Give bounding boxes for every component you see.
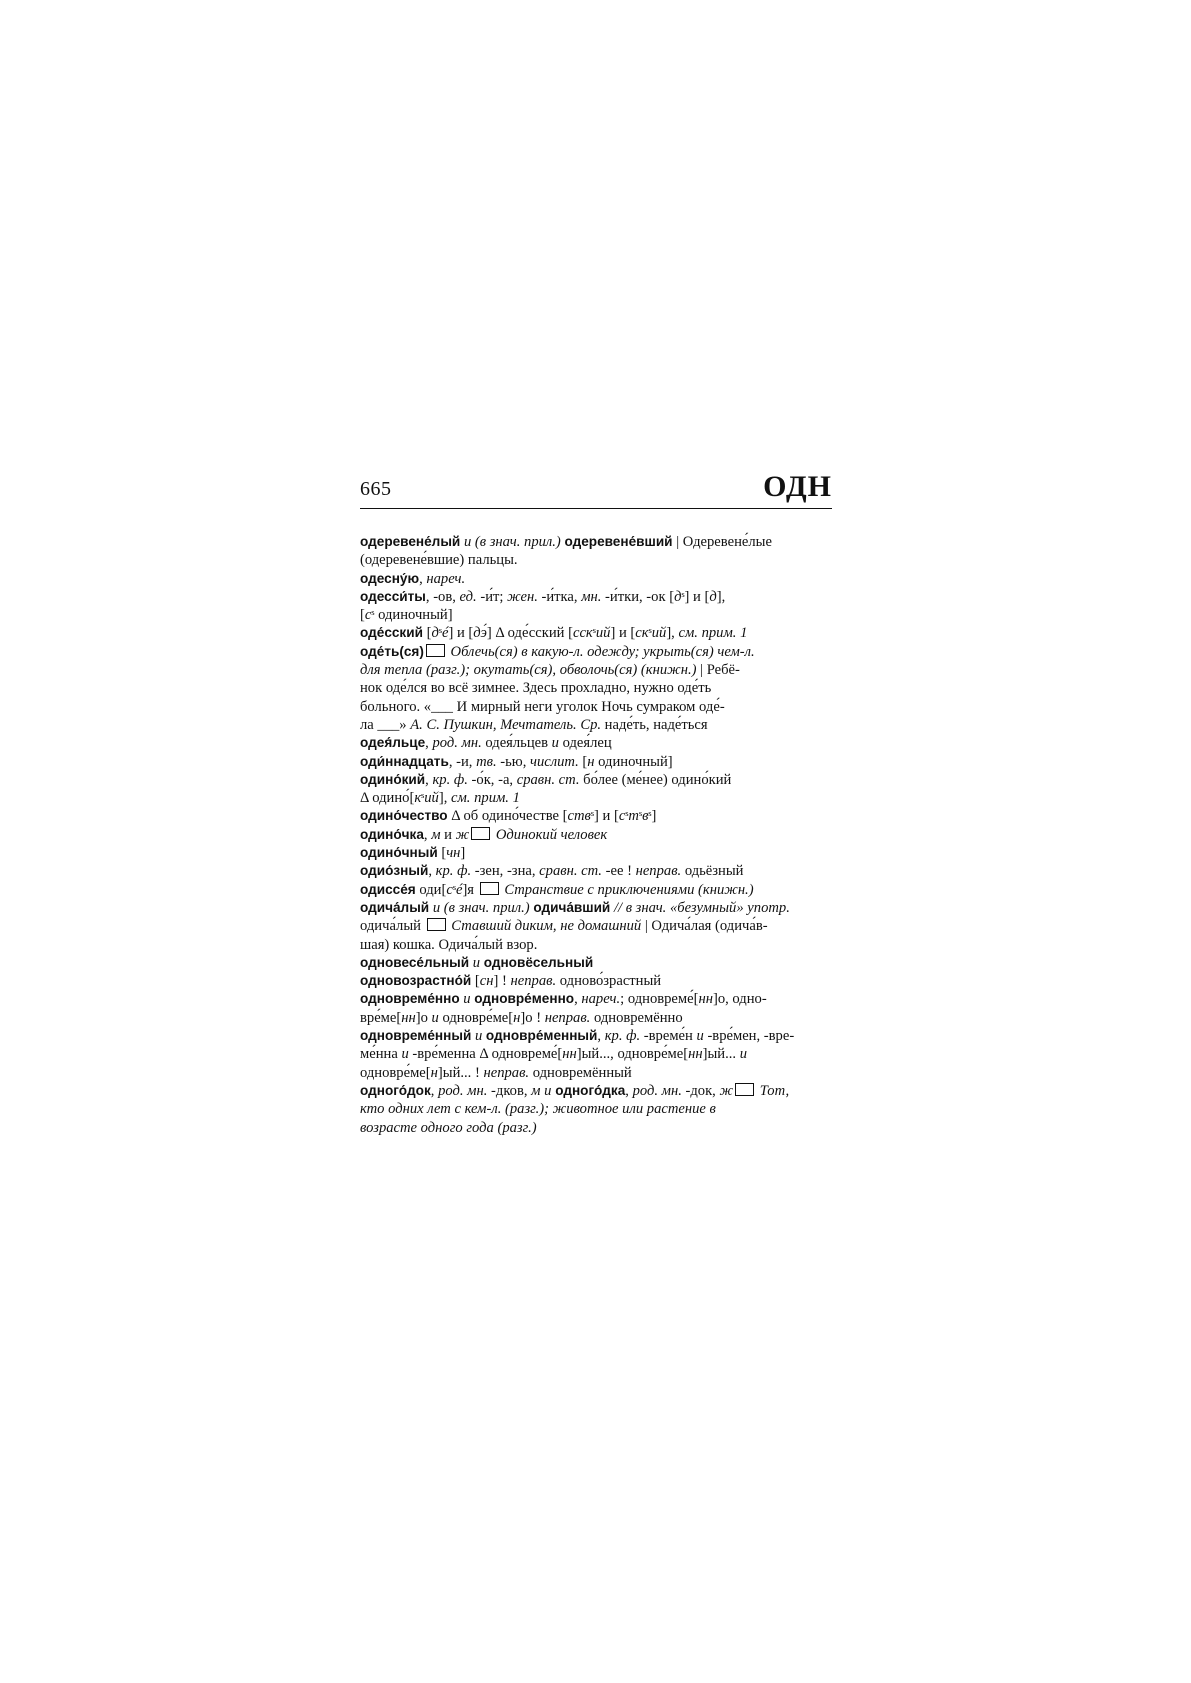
dictionary-entry	[360, 1027, 832, 1082]
entry-text: -и́тки, -ок [	[601, 588, 675, 605]
headword: одновозрастно́й	[360, 973, 472, 989]
page-number: 665	[360, 478, 392, 500]
entry-line	[360, 624, 832, 642]
entry-line	[360, 1045, 832, 1063]
italic-note: ж	[455, 826, 470, 843]
entry-line	[360, 1100, 832, 1118]
italic-note: с	[618, 808, 626, 825]
entry-text: одича́лый	[360, 918, 425, 935]
headword: оде́ть(ся)	[360, 643, 424, 659]
entry-line	[360, 899, 832, 917]
italic-note: нн	[401, 1009, 416, 1026]
entry-text: , -ов,	[425, 588, 460, 605]
dictionary-entries	[360, 533, 832, 1137]
entry-line	[360, 1064, 832, 1082]
entry-text: [	[360, 607, 365, 624]
entry-text: ,	[425, 735, 433, 752]
entry-line	[360, 807, 832, 825]
entry-text: одьёзный	[681, 863, 744, 880]
entry-text: ˢ	[592, 625, 596, 642]
italic-note: и	[471, 1028, 486, 1045]
entry-text: ˢ] и [	[590, 808, 619, 825]
italic-note: и (в знач. прил.)	[429, 899, 534, 916]
entry-line	[360, 716, 832, 734]
italic-note: ий	[651, 625, 667, 642]
italic-note: род. мн.	[438, 1082, 488, 1099]
italic-note: и	[696, 1028, 704, 1045]
entry-text: ,	[430, 1082, 439, 1099]
italic-note: сн	[479, 973, 494, 990]
italic-note: ств	[567, 808, 591, 825]
headword: одного́дка	[551, 1082, 626, 1098]
italic-note: дэ́	[473, 625, 487, 642]
italic-note: нареч.	[426, 570, 466, 587]
italic-note: н	[430, 1064, 438, 1081]
headword: одновёсельный	[483, 954, 594, 970]
italic-note: é	[441, 625, 449, 642]
entry-text: и	[440, 826, 456, 843]
entry-text: -дков,	[487, 1082, 532, 1099]
entry-text: -и́тка,	[537, 588, 582, 605]
entry-line	[360, 734, 832, 752]
headword: одея́льце	[360, 735, 426, 751]
italic-note: и (в знач. прил.)	[460, 534, 565, 550]
entry-text: одея́лец	[558, 735, 612, 752]
headword: одича́вший	[533, 899, 611, 915]
entry-text: ] и [	[448, 625, 474, 642]
entry-line	[360, 936, 832, 954]
headword: одиссе́я	[360, 881, 416, 897]
entry-text: ла ___»	[360, 716, 411, 733]
italic-note: и	[551, 735, 559, 752]
entry-text: ,	[423, 826, 432, 843]
italic-note: сравн. ст.	[539, 863, 602, 880]
italic-note: кр. ф.	[604, 1028, 641, 1045]
entry-text: ],	[666, 625, 679, 642]
entry-text: ˢ	[625, 808, 629, 825]
entry-text: ˢ	[648, 625, 652, 642]
entry-text: ˢ] и [	[681, 588, 710, 605]
entry-text: -ее !	[601, 863, 636, 880]
italic-note: кр. ф.	[432, 771, 468, 788]
headword: одеревене́вший	[564, 534, 673, 549]
italic-note: ий	[424, 790, 439, 807]
entry-text: ],	[716, 588, 726, 605]
entry-text: [	[437, 845, 447, 862]
entry-text: ]ый..., одновре́ме[	[576, 1046, 689, 1063]
headword: одновре́менный	[485, 1028, 598, 1044]
dictionary-entry	[360, 753, 832, 771]
italic-note: для тепла (разг.); окутать(ся), обволочь(ся) (книжн.)	[360, 662, 697, 679]
entry-text: одея́льцев	[481, 735, 552, 752]
entry-text: шая) кошка. Одича́лый взор.	[360, 936, 538, 953]
italic-note: é	[455, 881, 463, 898]
headword: одича́лый	[360, 899, 430, 915]
italic-note: нн	[562, 1046, 577, 1063]
italic-note: см. прим. 1	[451, 790, 520, 807]
entry-line	[360, 826, 832, 844]
italic-note: возрасте одного года (разг.)	[360, 1119, 537, 1136]
entry-text: ]ый...	[702, 1046, 740, 1063]
italic-note: см. прим. 1	[678, 625, 748, 642]
entry-line	[360, 881, 832, 899]
entry-text: -док,	[681, 1082, 720, 1099]
italic-note: тв.	[476, 753, 497, 770]
italic-note: н	[587, 753, 595, 770]
entry-line	[360, 570, 832, 588]
entry-text: ]о	[415, 1009, 432, 1026]
headword: одино́кий	[360, 771, 426, 787]
entry-text: -вре́менна Δ одновреме́[	[408, 1046, 563, 1063]
italic-note: чн	[446, 845, 461, 862]
headword: одновреме́нно	[360, 991, 460, 1007]
entry-text: ,	[597, 1028, 605, 1045]
dictionary-entry	[360, 643, 832, 734]
entry-text: ; одновреме́[	[620, 991, 699, 1008]
headword: одновре́менно	[474, 991, 575, 1007]
definition-box-icon	[426, 644, 445, 657]
italic-note: кто одних лет с кем-л. (разг.); животное или растение в	[360, 1101, 716, 1118]
entry-line	[360, 1119, 832, 1137]
entry-text: ]ый... !	[437, 1064, 484, 1081]
italic-note: кр. ф.	[435, 863, 472, 880]
entry-text: -вре́мен, -вре-	[703, 1028, 795, 1045]
italic-note: сск	[572, 625, 593, 642]
entry-text: ,	[419, 570, 427, 587]
entry-line	[360, 954, 832, 972]
entry-text: [	[578, 753, 588, 770]
entry-line	[360, 698, 832, 716]
entry-text: ,	[625, 1082, 633, 1099]
italic-note: д	[674, 588, 682, 605]
entry-text: -о́к, -а,	[467, 771, 517, 788]
dictionary-entry	[360, 990, 832, 1027]
entry-line	[360, 533, 832, 551]
italic-note: к	[414, 790, 422, 807]
entry-line	[360, 771, 832, 789]
headword: одесну́ю	[360, 570, 420, 586]
italic-note: нн	[688, 1046, 703, 1063]
dictionary-entry	[360, 624, 832, 642]
italic-note: и	[431, 1009, 439, 1026]
entry-text: ,	[428, 863, 436, 880]
headword: одесси́ты	[360, 588, 426, 604]
entry-text: [	[422, 625, 432, 642]
entry-text: ] и [	[610, 625, 636, 642]
italic-note: // в знач. «безумный» употр.	[610, 899, 790, 916]
headword: одного́док	[360, 1082, 431, 1098]
italic-note: нареч.	[581, 991, 621, 1008]
entry-line	[360, 551, 832, 569]
entry-line	[360, 588, 832, 606]
dictionary-entry	[360, 972, 832, 990]
italic-note: неправ.	[510, 973, 557, 990]
headword: одио́зный	[360, 863, 429, 879]
dictionary-entry	[360, 588, 832, 625]
italic-note: с	[364, 607, 372, 624]
entry-line	[360, 753, 832, 771]
italic-note: ж	[719, 1082, 734, 1099]
italic-note: и	[739, 1046, 747, 1063]
headword: одино́чный	[360, 845, 438, 861]
dictionary-entry	[360, 881, 832, 899]
italic-note: род. мн.	[432, 735, 482, 752]
italic-note: ий	[595, 625, 611, 642]
italic-note: неправ.	[483, 1064, 530, 1081]
running-head: ОДН	[763, 470, 832, 503]
entry-line	[360, 661, 832, 679]
italic-note: и	[401, 1046, 409, 1063]
italic-note: м и	[531, 1082, 552, 1099]
headword: одино́чка	[360, 826, 424, 842]
entry-text: Δ одино́[	[360, 790, 415, 807]
entry-text: одново́зрастный	[556, 973, 662, 990]
italic-note: Тот,	[756, 1082, 790, 1099]
entry-text: ˢ]	[648, 808, 657, 825]
entry-text: вре́ме[	[360, 1009, 402, 1026]
entry-text: [	[471, 973, 480, 990]
entry-text: ˢ	[438, 625, 442, 642]
entry-line	[360, 990, 832, 1008]
headword: одино́чество	[360, 808, 448, 824]
entry-text: больного. «___ И мирный неги уголок Ночь сумраком оде́-	[360, 698, 725, 715]
dictionary-entry	[360, 570, 832, 588]
entry-text: | Одича́лая (одича́в-	[641, 918, 768, 935]
italic-note: ед.	[459, 588, 477, 605]
definition-box-icon	[471, 827, 490, 840]
italic-note: д	[431, 625, 439, 642]
definition-box-icon	[735, 1083, 754, 1096]
entry-text: ˢ одиночный]	[371, 607, 453, 624]
entry-text: наде́ть, наде́ться	[601, 716, 708, 733]
italic-note: Облечь(ся) в какую-л. одежду; укрыть(ся) чем-л.	[446, 643, 755, 660]
italic-note: д	[709, 588, 717, 605]
entry-text: нок оде́лся во всё зимнее. Здесь прохладно, нужно оде́ть	[360, 680, 712, 697]
entry-text: Δ об одино́честве [	[447, 808, 568, 825]
headword: одновесе́льный	[360, 954, 470, 970]
entry-text: -време́н	[640, 1028, 697, 1045]
italic-note: и	[469, 954, 484, 971]
dictionary-entry	[360, 771, 832, 808]
page-header	[360, 470, 832, 509]
italic-note: род. мн.	[632, 1082, 682, 1099]
entry-text: ],	[438, 790, 452, 807]
entry-text: ˢ	[421, 790, 425, 807]
entry-line	[360, 1027, 832, 1045]
entry-line	[360, 1082, 832, 1100]
entry-text: ме́нна	[360, 1046, 402, 1063]
entry-line	[360, 917, 832, 935]
italic-note: жен.	[507, 588, 538, 605]
entry-text: бо́лее (ме́нее) одино́кий	[579, 771, 732, 788]
entry-text: (одеревене́вшие) пальцы.	[360, 552, 518, 569]
italic-note: с	[446, 881, 453, 898]
definition-box-icon	[480, 882, 499, 895]
entry-text: одновре́ме[	[360, 1064, 431, 1081]
headword: одновреме́нный	[360, 1028, 472, 1044]
entry-text: одновре́ме[	[438, 1009, 514, 1026]
italic-note: м	[431, 826, 441, 843]
entry-text: , -и,	[448, 753, 477, 770]
italic-note: в	[642, 808, 649, 825]
entry-line	[360, 844, 832, 862]
headword: оде́сский	[360, 625, 423, 641]
headword: одеревене́лый	[360, 534, 461, 549]
entry-text: одновремённо	[590, 1009, 683, 1026]
entry-text: ]о !	[520, 1009, 545, 1026]
entry-line	[360, 606, 832, 624]
entry-line	[360, 679, 832, 697]
entry-text: оди[	[415, 881, 447, 898]
italic-note: неправ.	[544, 1009, 591, 1026]
italic-note: н	[513, 1009, 521, 1026]
entry-text: | Одеревене́лые	[672, 534, 772, 550]
entry-text: ] !	[493, 973, 511, 990]
italic-note: т	[628, 808, 639, 825]
entry-text: | Ребё-	[696, 662, 740, 679]
entry-text: ]	[460, 845, 466, 862]
entry-text: ,	[425, 771, 433, 788]
italic-note: числит.	[530, 753, 579, 770]
entry-text: -зен, -зна,	[471, 863, 540, 880]
entry-text: ,	[574, 991, 582, 1008]
entry-text: ˢ	[452, 881, 456, 898]
dictionary-entry	[360, 1082, 832, 1137]
definition-box-icon	[427, 918, 446, 931]
italic-note: неправ.	[635, 863, 682, 880]
headword: оди́ннадцать	[360, 753, 449, 769]
italic-note: Странствие с приключениями (книжн.)	[500, 881, 754, 898]
entry-text: ] Δ оде́сский [	[486, 625, 573, 642]
entry-line	[360, 789, 832, 807]
italic-note: мн.	[581, 588, 602, 605]
entry-line	[360, 862, 832, 880]
dictionary-entry	[360, 807, 832, 825]
dictionary-entry	[360, 862, 832, 880]
italic-note: Ставший диким, не домашний	[447, 918, 642, 935]
italic-note: нн	[698, 991, 713, 1008]
entry-line	[360, 972, 832, 990]
dictionary-entry	[360, 844, 832, 862]
entry-text: ˢ	[638, 808, 643, 825]
entry-text: -и́т;	[476, 588, 508, 605]
entry-line	[360, 1009, 832, 1027]
dictionary-entry	[360, 826, 832, 844]
dictionary-entry	[360, 533, 832, 570]
dictionary-entry	[360, 899, 832, 954]
dictionary-entry	[360, 954, 832, 972]
entry-text: ]я	[462, 881, 478, 898]
italic-note: А. С. Пушкин, Мечтатель. Ср.	[410, 716, 602, 733]
entry-text: ]о, одно-	[712, 991, 767, 1008]
italic-note: Одинокий человек	[492, 826, 608, 843]
dictionary-entry	[360, 734, 832, 752]
italic-note: ск	[635, 625, 649, 642]
entry-text: одновремённый	[529, 1064, 632, 1081]
italic-note: сравн. ст.	[516, 771, 580, 788]
entry-text: одиночный]	[594, 753, 673, 770]
entry-text: -ью,	[496, 753, 530, 770]
entry-line	[360, 643, 832, 661]
italic-note: и	[459, 991, 475, 1008]
